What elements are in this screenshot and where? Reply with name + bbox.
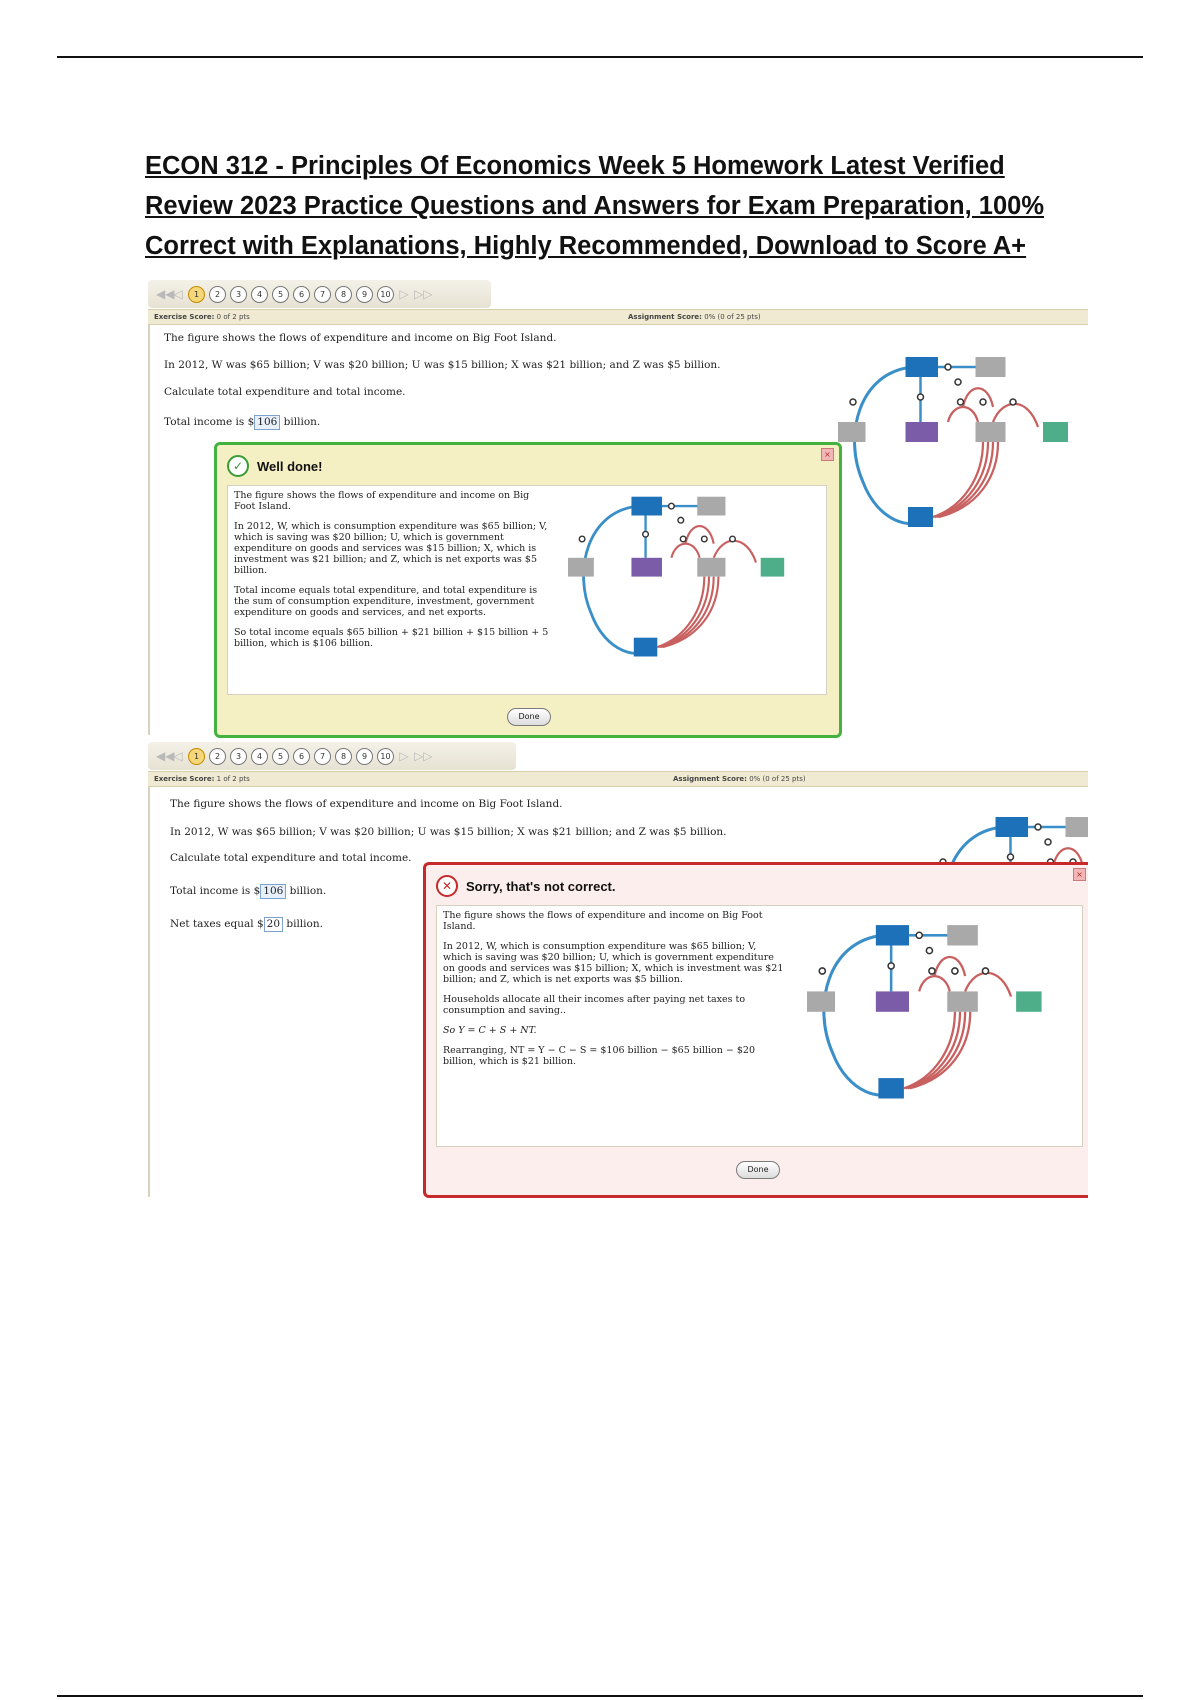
flow-marker — [1045, 839, 1051, 845]
next-icon[interactable]: ▷ — [399, 287, 409, 301]
next-icon[interactable]: ▷ — [399, 749, 409, 763]
close-icon[interactable]: × — [821, 448, 834, 461]
flow-marker — [888, 963, 894, 969]
feedback-heading: Sorry, that's not correct. — [466, 878, 616, 894]
households-box — [631, 497, 662, 516]
question-number[interactable]: 8 — [335, 748, 352, 765]
households-box — [876, 925, 909, 945]
question-number[interactable]: 7 — [314, 748, 331, 765]
flow-marker — [669, 503, 675, 509]
feedback-paragraph: Total income equals total expenditure, and total expenditure is the sum of consumption expenditure, investment, government expenditure on goods and services, and net exports. — [234, 585, 538, 618]
exercise-score-label: Exercise Score: — [154, 775, 215, 783]
flow-diagram-group — [838, 357, 1068, 527]
score-bar — [148, 309, 1088, 325]
circular-flow-diagram — [807, 920, 1062, 1124]
question-number[interactable]: 6 — [293, 286, 310, 303]
assignment-score: 0% (0 of 25 pts) — [704, 313, 761, 321]
error-icon: ✕ — [436, 875, 458, 897]
feedback-paragraph: The figure shows the flows of expenditure and income on Big Foot Island. — [443, 910, 763, 932]
goods-markets-box — [947, 991, 978, 1011]
question-task: Calculate total expenditure and total income. — [170, 852, 412, 864]
flow-line — [686, 526, 714, 544]
flow-line — [948, 407, 978, 422]
factor-markets-box — [838, 422, 866, 442]
feedback-paragraph: Rearranging, NT = Y − C − S = $106 billion − $65 billion − $20 billion, which is $21 billion. — [443, 1045, 755, 1067]
question-number[interactable]: 6 — [293, 748, 310, 765]
flow-line — [584, 506, 653, 653]
feedback-paragraph: The figure shows the flows of expenditure and income on Big Foot Island. — [234, 490, 530, 512]
assignment-score-label: Assignment Score: — [628, 313, 702, 321]
close-icon[interactable]: × — [1073, 868, 1086, 881]
question-number[interactable]: 1 — [188, 286, 205, 303]
question-number[interactable]: 3 — [230, 286, 247, 303]
flow-marker — [643, 531, 649, 537]
exercise-score-label: Exercise Score: — [154, 313, 215, 321]
flow-marker — [918, 394, 924, 400]
factor-markets-box — [807, 991, 835, 1011]
answer-suffix: billion. — [289, 885, 327, 897]
answer-suffix: billion. — [286, 918, 323, 930]
answer-line — [170, 917, 323, 932]
flow-line — [935, 957, 966, 976]
flow-marker — [579, 536, 585, 542]
flow-line — [855, 367, 928, 524]
total-income-input[interactable]: 106 — [254, 415, 280, 430]
feedback-paragraph: In 2012, W, which is consumption expenditure was $65 billion; V, which is saving was $20 billion; U, which is government expenditure on goods and services was $15 billion; X, which is investment was $21 billion; and Z, which is net exports was $5 billion. — [234, 521, 548, 576]
answer-prefix: Net taxes equal $ — [170, 918, 264, 930]
rest-of-world-box — [1016, 991, 1042, 1011]
question-number[interactable]: 7 — [314, 286, 331, 303]
top-rule — [57, 56, 1143, 58]
question-number[interactable]: 4 — [251, 286, 268, 303]
question-number[interactable]: 10 — [377, 748, 394, 765]
flow-marker — [701, 536, 707, 542]
question-number[interactable]: 9 — [356, 286, 373, 303]
flow-marker — [982, 968, 988, 974]
question-number[interactable]: 8 — [335, 286, 352, 303]
net-taxes-input[interactable]: 20 — [264, 917, 283, 932]
feedback-correct-dialog — [214, 442, 842, 738]
document-title: ECON 312 - Principles Of Economics Week 5 Homework Latest Verified Review 2023 Practice Questions and Answers for Exam Preparation, 100% Correct with Explanations, Highly Recommended, Download to Score A+ — [145, 152, 1045, 260]
exercise-score: 1 of 2 pts — [216, 775, 250, 783]
left-edge — [148, 325, 150, 735]
question-number[interactable]: 2 — [209, 748, 226, 765]
government-box — [876, 991, 909, 1011]
flow-line — [963, 388, 993, 407]
feedback-body — [436, 905, 1083, 1147]
flow-marker — [958, 399, 964, 405]
government-box — [906, 422, 939, 442]
question-values: In 2012, W was $65 billion; V was $20 billion; U was $15 billion; X was $21 billion; and Z was $5 billion. — [164, 359, 721, 371]
flow-line — [824, 935, 899, 1095]
answer-line — [164, 415, 320, 430]
feedback-paragraph: Households allocate all their incomes after paying net taxes to consumption and saving.. — [443, 994, 746, 1016]
flow-marker — [1035, 824, 1041, 830]
question-number[interactable]: 2 — [209, 286, 226, 303]
flow-marker — [916, 932, 922, 938]
question-task: Calculate total expenditure and total income. — [164, 386, 406, 398]
circular-flow-diagram — [568, 492, 803, 680]
first-icon[interactable]: ◀◀ — [156, 749, 175, 763]
financial-markets-box — [1066, 817, 1089, 837]
question-number[interactable]: 5 — [272, 286, 289, 303]
financial-markets-box — [947, 925, 978, 945]
question-number[interactable]: 1 — [188, 748, 205, 765]
done-button[interactable]: Done — [507, 708, 551, 726]
last-icon[interactable]: ▷▷ — [414, 287, 433, 301]
question-intro: The figure shows the flows of expenditure and income on Big Foot Island. — [164, 332, 557, 344]
firms-box — [634, 638, 658, 657]
goods-markets-box — [976, 422, 1006, 442]
firms-box — [878, 1078, 904, 1098]
question-values: In 2012, W was $65 billion; V was $20 billion; U was $15 billion; X was $21 billion; and Z was $5 billion. — [170, 826, 727, 838]
feedback-incorrect-dialog — [423, 862, 1088, 1198]
circular-flow-diagram — [838, 352, 1088, 552]
left-edge — [148, 787, 150, 1197]
households-box — [996, 817, 1029, 837]
prev-icon[interactable]: ◁ — [173, 749, 183, 763]
flow-marker — [850, 399, 856, 405]
goods-markets-box — [697, 558, 725, 577]
done-button[interactable]: Done — [736, 1161, 780, 1179]
flow-diagram-group — [568, 497, 784, 657]
feedback-paragraph: So total income equals $65 billion + $21 billion + $15 billion + 5 billion, which is $106 billion. — [234, 627, 549, 649]
flow-marker — [1010, 399, 1016, 405]
government-box — [631, 558, 662, 577]
question-number[interactable]: 4 — [251, 748, 268, 765]
flow-line — [910, 1012, 970, 1089]
first-icon[interactable]: ◀◀ — [156, 287, 175, 301]
question-number[interactable]: 3 — [230, 748, 247, 765]
question-number[interactable]: 5 — [272, 748, 289, 765]
exercise-score: 0 of 2 pts — [216, 313, 250, 321]
check-icon: ✓ — [227, 455, 249, 477]
flow-marker — [929, 968, 935, 974]
flow-marker — [926, 948, 932, 954]
score-bar — [148, 771, 1088, 787]
question-number[interactable]: 9 — [356, 748, 373, 765]
flow-marker — [952, 968, 958, 974]
last-icon[interactable]: ▷▷ — [414, 749, 433, 763]
flow-marker — [980, 399, 986, 405]
rest-of-world-box — [1043, 422, 1068, 442]
total-income-input[interactable]: 106 — [260, 884, 286, 899]
rest-of-world-box — [761, 558, 785, 577]
screenshot-incorrect — [148, 742, 1088, 1200]
flow-marker — [955, 379, 961, 385]
flow-line — [919, 976, 950, 991]
firms-box — [908, 507, 933, 527]
factor-markets-box — [568, 558, 594, 577]
feedback-body — [227, 485, 827, 695]
flow-marker — [945, 364, 951, 370]
question-nav — [148, 742, 516, 770]
answer-suffix: billion. — [283, 416, 321, 428]
answer-prefix: Total income is $ — [164, 416, 255, 428]
feedback-paragraph: So Y = C + S + NT. — [443, 1025, 537, 1036]
feedback-paragraph: In 2012, W, which is consumption expenditure was $65 billion; V, which is saving was $20 billion; U, which is government expenditure on goods and services was $15 billion; X, which is investment was $21 billion; and Z, which is net exports was $5 billion. — [443, 941, 784, 985]
assignment-score: 0% (0 of 25 pts) — [749, 775, 806, 783]
screenshot-correct — [148, 280, 1088, 738]
flow-marker — [680, 536, 686, 542]
prev-icon[interactable]: ◁ — [173, 287, 183, 301]
feedback-heading: Well done! — [257, 458, 323, 474]
flow-line — [939, 442, 998, 517]
flow-diagram-group — [807, 925, 1042, 1098]
financial-markets-box — [697, 497, 725, 516]
bottom-rule — [57, 1695, 1143, 1697]
flow-line — [671, 544, 699, 558]
flow-marker — [678, 517, 684, 523]
question-nav — [148, 280, 491, 308]
financial-markets-box — [976, 357, 1006, 377]
question-intro: The figure shows the flows of expenditure and income on Big Foot Island. — [170, 798, 563, 810]
question-number[interactable]: 10 — [377, 286, 394, 303]
flow-line — [663, 577, 718, 648]
answer-line — [170, 884, 326, 899]
assignment-score-label: Assignment Score: — [673, 775, 747, 783]
flow-marker — [819, 968, 825, 974]
households-box — [906, 357, 939, 377]
flow-marker — [730, 536, 736, 542]
answer-prefix: Total income is $ — [170, 885, 261, 897]
flow-marker — [1008, 854, 1014, 860]
